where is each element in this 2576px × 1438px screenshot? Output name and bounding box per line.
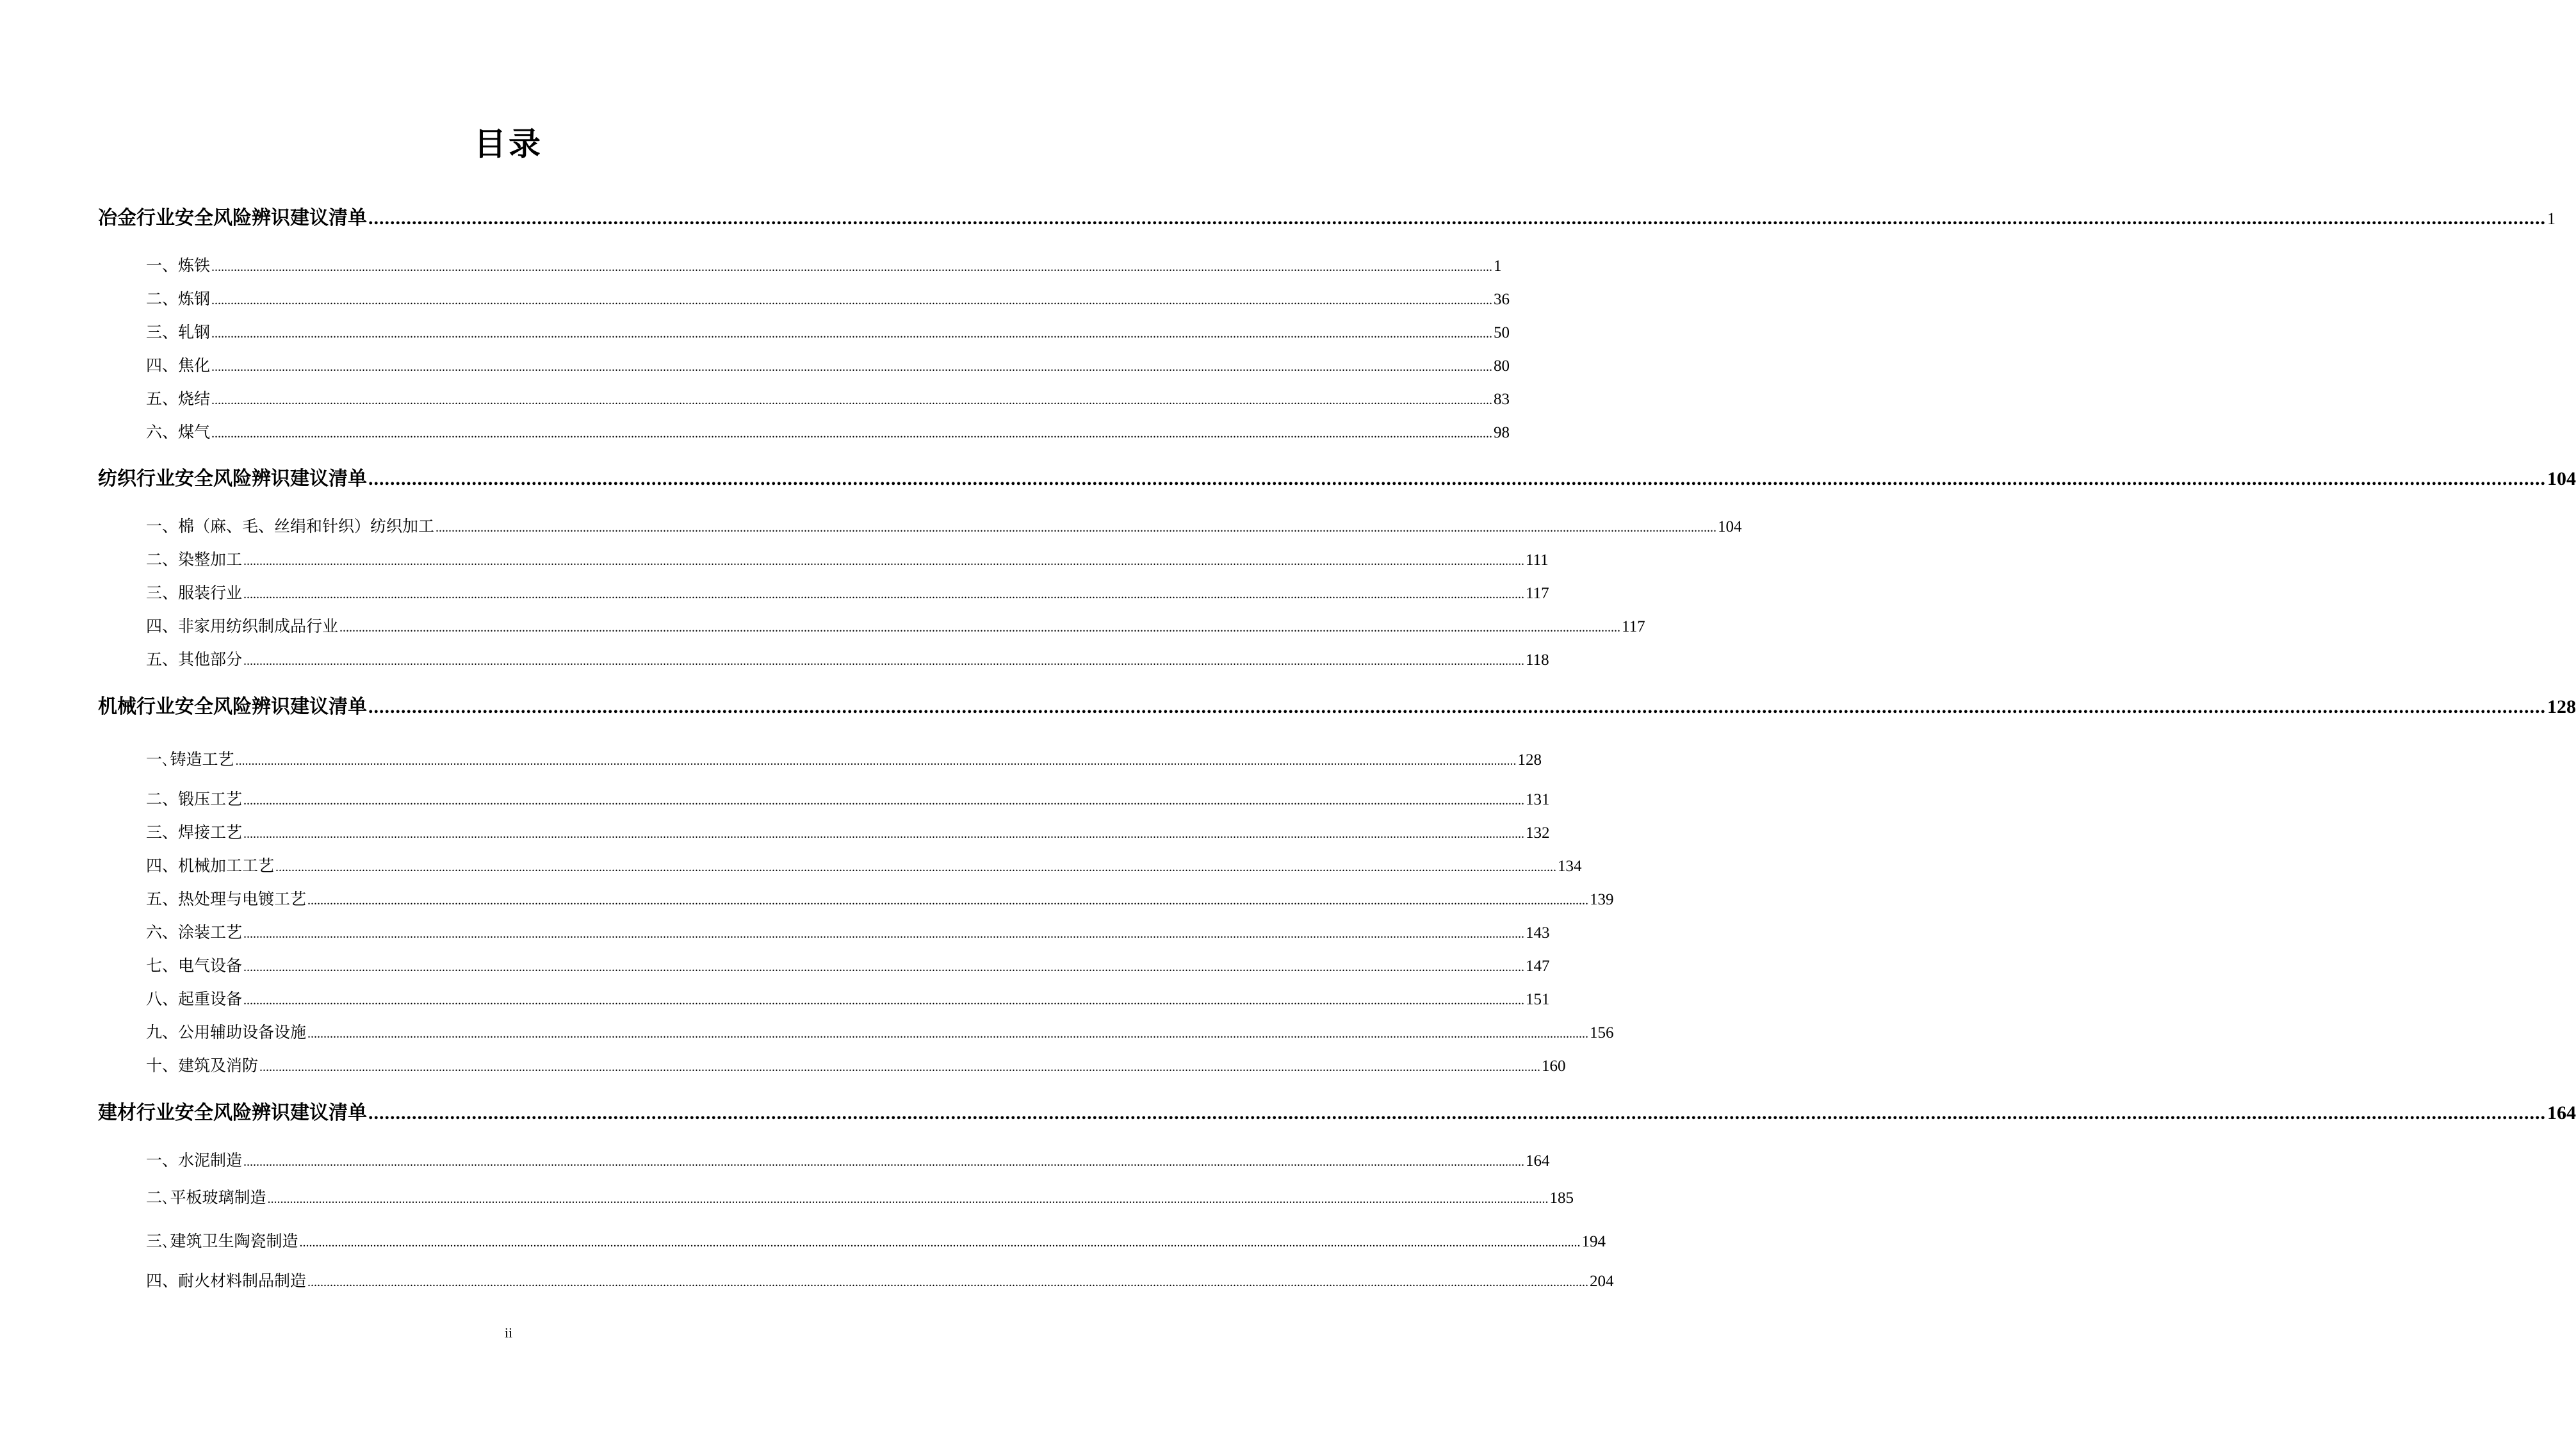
toc-leader: ................................................................................................................................................................................................................................................................................................................................................................................................................: [368, 696, 2546, 717]
toc-leader: ................................................................................................................................................................................................................................................................................................................................................................................................................: [307, 1027, 1589, 1041]
toc-page-number: 117: [1526, 585, 1549, 602]
toc-item-label: 一、水泥制造: [146, 1151, 243, 1170]
toc-item[interactable]: [146, 1020, 1614, 1043]
toc-leader: ................................................................................................................................................................................................................................................................................................................................................................................................................: [243, 827, 1525, 841]
page-title: 目录: [474, 126, 543, 163]
toc-item[interactable]: [146, 514, 1742, 537]
toc-item[interactable]: [146, 386, 1510, 409]
toc-leader: ................................................................................................................................................................................................................................................................................................................................................................................................................: [243, 993, 1525, 1008]
toc-item[interactable]: [146, 1148, 1550, 1171]
toc-page-number: 104: [1718, 518, 1742, 535]
toc-leader: ................................................................................................................................................................................................................................................................................................................................................................................................................: [243, 960, 1525, 974]
toc-section-title: 冶金行业安全风险辨识建议清单: [98, 207, 367, 229]
toc-item-label: 三、服装行业: [146, 584, 243, 602]
toc-item-label: 四、耐火材料制品制造: [146, 1271, 307, 1290]
toc-page-number: 117: [1622, 618, 1645, 635]
toc-page-number: 1: [1494, 257, 1502, 275]
toc-item[interactable]: [146, 886, 1614, 910]
toc-page-number: 1: [2547, 209, 2556, 228]
toc-leader: ................................................................................................................................................................................................................................................................................................................................................................................................................: [259, 1060, 1541, 1074]
toc-page-number: 151: [1526, 991, 1550, 1008]
toc-item[interactable]: [146, 853, 1582, 876]
toc-leader: ................................................................................................................................................................................................................................................................................................................................................................................................................: [211, 293, 1493, 307]
toc-item-label: 四、机械加工工艺: [146, 856, 275, 875]
toc-leader: ................................................................................................................................................................................................................................................................................................................................................................................................................: [243, 927, 1525, 941]
toc-item-label: 二､平板玻璃制造: [146, 1188, 266, 1207]
toc-leader: ................................................................................................................................................................................................................................................................................................................................................................................................................: [307, 894, 1589, 908]
toc-section-textile[interactable]: [98, 462, 2576, 491]
toc-item[interactable]: [146, 747, 1542, 770]
toc-page-number: 147: [1526, 958, 1550, 975]
toc-leader: ................................................................................................................................................................................................................................................................................................................................................................................................................: [243, 1155, 1525, 1169]
toc-item-label: 六、涂装工艺: [146, 923, 243, 942]
toc-page-number: 98: [1494, 424, 1510, 441]
toc-item[interactable]: [146, 787, 1550, 810]
toc-page-number: 131: [1526, 791, 1550, 808]
toc-item-label: 三､建筑卫生陶瓷制造: [146, 1232, 298, 1250]
toc-item-label: 一、炼铁: [146, 256, 211, 275]
toc-item-label: 一､铸造工艺: [146, 750, 234, 769]
toc-item-label: 五、烧结: [146, 389, 211, 408]
toc-leader: ................................................................................................................................................................................................................................................................................................................................................................................................................: [211, 360, 1493, 374]
toc-page-number: 156: [1590, 1024, 1614, 1042]
toc-page-number: 185: [1549, 1189, 1574, 1207]
toc-item-label: 三、轧钢: [146, 323, 211, 341]
toc-item[interactable]: [146, 953, 1550, 976]
toc-leader: ................................................................................................................................................................................................................................................................................................................................................................................................................: [275, 860, 1557, 874]
toc-item[interactable]: [146, 647, 1549, 670]
toc-item[interactable]: [146, 820, 1550, 843]
toc-page-number: 128: [2547, 696, 2576, 717]
toc-leader: ................................................................................................................................................................................................................................................................................................................................................................................................................: [243, 794, 1525, 808]
toc-section-title: 机械行业安全风险辨识建议清单: [98, 696, 367, 718]
toc-leader: ................................................................................................................................................................................................................................................................................................................................................................................................................: [368, 208, 2546, 229]
toc-item-label: 四、焦化: [146, 356, 211, 375]
toc-page-number: 160: [1542, 1058, 1566, 1075]
toc-page-number: 36: [1494, 291, 1510, 308]
toc-leader: ................................................................................................................................................................................................................................................................................................................................................................................................................: [267, 1192, 1549, 1206]
toc-item[interactable]: [146, 353, 1510, 376]
toc-item-label: 六、煤气: [146, 423, 211, 441]
toc-item-label: 八、起重设备: [146, 990, 243, 1008]
toc-leader: ................................................................................................................................................................................................................................................................................................................................................................................................................: [368, 468, 2546, 489]
toc-leader: ................................................................................................................................................................................................................................................................................................................................................................................................................: [436, 521, 1717, 535]
toc-page-number: 164: [2547, 1102, 2576, 1123]
toc-leader: ................................................................................................................................................................................................................................................................................................................................................................................................................: [243, 554, 1525, 568]
toc-item[interactable]: [146, 920, 1550, 943]
toc-page-number: 132: [1526, 824, 1550, 842]
toc-item-label: 九、公用辅助设备设施: [146, 1023, 307, 1042]
toc-leader: ................................................................................................................................................................................................................................................................................................................................................................................................................: [339, 621, 1621, 635]
toc-item[interactable]: [146, 1268, 1614, 1291]
toc-leader: ................................................................................................................................................................................................................................................................................................................................................................................................................: [299, 1236, 1581, 1250]
toc-section-machinery[interactable]: [98, 690, 2576, 719]
toc-page-number: 104: [2547, 468, 2576, 489]
toc-section-title: 纺织行业安全风险辨识建议清单: [98, 468, 367, 490]
toc-section-title: 建材行业安全风险辨识建议清单: [98, 1102, 367, 1124]
toc-item-label: 三、焊接工艺: [146, 823, 243, 842]
page-number: ii: [504, 1325, 513, 1341]
toc-item-label: 二、锻压工艺: [146, 790, 243, 808]
toc-section-building-materials[interactable]: [98, 1097, 2576, 1125]
toc-page-number: 194: [1581, 1233, 1606, 1250]
toc-item-label: 七、电气设备: [146, 956, 243, 975]
toc-item[interactable]: [146, 986, 1550, 1009]
toc-leader: ................................................................................................................................................................................................................................................................................................................................................................................................................: [211, 427, 1493, 441]
toc-item[interactable]: [146, 580, 1549, 603]
toc-item-label: 四、非家用纺织制成品行业: [146, 617, 339, 635]
toc-item[interactable]: [146, 253, 1502, 276]
toc-page-number: 118: [1526, 651, 1549, 669]
toc-leader: ................................................................................................................................................................................................................................................................................................................................................................................................................: [243, 654, 1525, 668]
toc-leader: ................................................................................................................................................................................................................................................................................................................................................................................................................: [211, 393, 1493, 407]
toc-item-label: 十、建筑及消防: [146, 1056, 259, 1075]
toc-item-label: 一、棉（麻、毛、丝绢和针织）纺织加工: [146, 517, 435, 535]
toc-page-number: 204: [1590, 1273, 1614, 1290]
toc-item[interactable]: [146, 547, 1549, 570]
toc-page-number: 83: [1494, 391, 1510, 408]
toc-page-number: 128: [1517, 751, 1542, 769]
toc-item-label: 二、炼钢: [146, 290, 211, 308]
toc-page-number: 134: [1558, 858, 1582, 875]
toc-leader: ................................................................................................................................................................................................................................................................................................................................................................................................................: [211, 327, 1493, 341]
toc-page-number: 50: [1494, 324, 1510, 341]
toc-item-label: 五、热处理与电镀工艺: [146, 890, 307, 908]
toc-page-number: 80: [1494, 357, 1510, 375]
toc-item[interactable]: [146, 320, 1510, 343]
toc-page-number: 143: [1526, 924, 1550, 942]
toc-section-metallurgy[interactable]: [98, 202, 2556, 230]
toc-leader: ................................................................................................................................................................................................................................................................................................................................................................................................................: [368, 1102, 2546, 1123]
toc-item[interactable]: [146, 420, 1510, 443]
toc-page-number: 164: [1526, 1152, 1550, 1170]
toc-page-number: 111: [1526, 552, 1549, 569]
toc-leader: ................................................................................................................................................................................................................................................................................................................................................................................................................: [243, 587, 1525, 601]
toc-item[interactable]: [146, 286, 1510, 309]
toc-item-label: 五、其他部分: [146, 650, 243, 669]
toc-item[interactable]: [146, 1185, 1574, 1208]
toc-item[interactable]: [146, 1229, 1606, 1252]
toc-item[interactable]: [146, 1053, 1566, 1076]
toc-leader: ................................................................................................................................................................................................................................................................................................................................................................................................................: [307, 1275, 1589, 1289]
toc-page-number: 139: [1590, 891, 1614, 908]
toc-item[interactable]: [146, 614, 1645, 637]
toc-leader: ................................................................................................................................................................................................................................................................................................................................................................................................................: [211, 260, 1493, 274]
toc-leader: ................................................................................................................................................................................................................................................................................................................................................................................................................: [235, 754, 1517, 768]
toc-item-label: 二、染整加工: [146, 550, 243, 569]
